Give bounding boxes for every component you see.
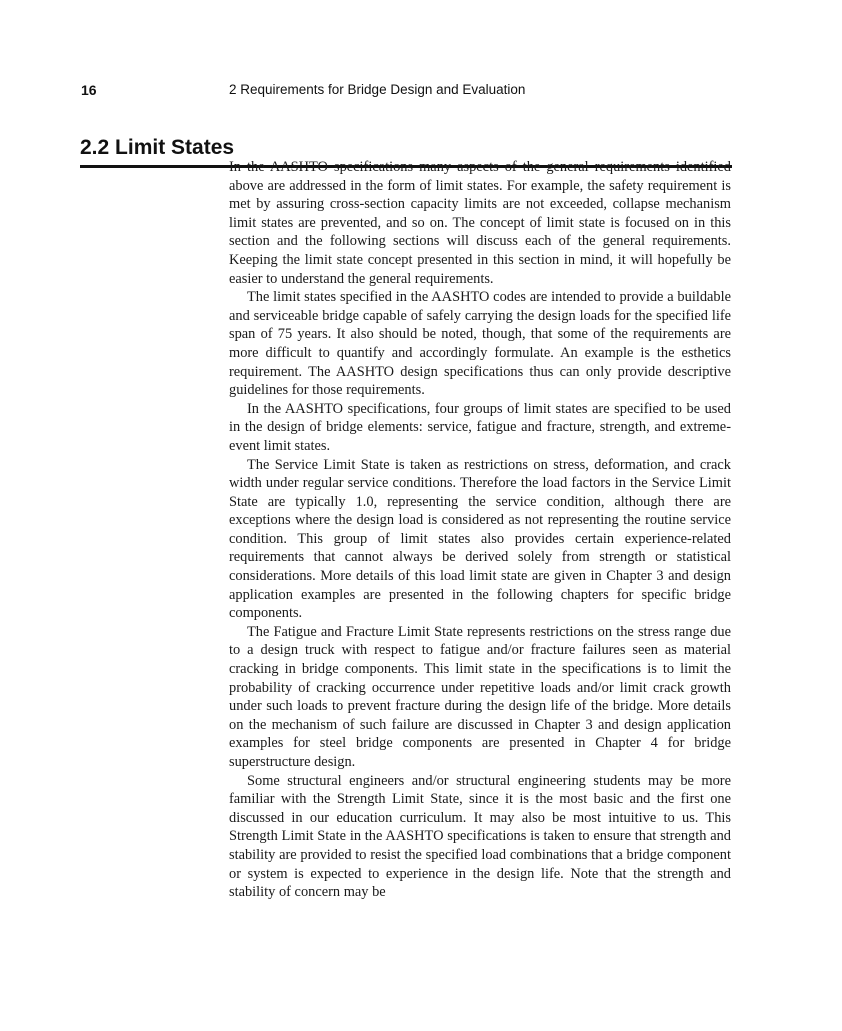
page-number: 16 (81, 82, 97, 98)
paragraph: In the AASHTO specifications, four groups of limit states are specified to be used in the design of bridge elements: service, fatigue and fracture, strength, and extreme-event limit states. (229, 400, 731, 454)
paragraph: In the AASHTO specifications many aspects of the general requirements identified above are addressed in the form of limit states. For example, the safety requirement is met by assuring cross-section capacity limits are not exceeded, collapse mechanism limit states are prevented, and so on. The concept of limit state is focused on in this section and the following sections will discuss each of the general requirements. Keeping the limit state concept presented in this section in mind, it will hopefully be easier to understand the general requirements. (229, 159, 731, 287)
paragraph: Some structural engineers and/or structural engineering students may be more familiar with the Strength Limit State, since it is the most basic and the first one discussed in our education curriculum. It may also be most intuitive to us. This Strength Limit State in the AASHTO specifications is taken to ensure that strength and stability are provided to resist the specified load combinations that a bridge component or system is expected to experience in the design life. Note that the strength and stability of concern may be (229, 772, 731, 901)
running-title: 2 Requirements for Bridge Design and Evaluation (229, 82, 526, 97)
running-header (81, 82, 732, 102)
paragraph: The Fatigue and Fracture Limit State represents restrictions on the stress range due to a design truck with respect to fatigue and/or fracture failures seen as material cracking in bridge components. This limit state in the specifications is to limit the probability of cracking occurrence under repetitive loads and/or limit crack growth under such loads to prevent fracture during the design life of the bridge. More details on the mechanism of such failure are discussed in Chapter 3 and design application examples for steel bridge components are presented in Chapter 4 for bridge superstructure design. (229, 623, 731, 770)
body-text (229, 158, 731, 902)
section-heading: 2.2 Limit States (80, 135, 732, 168)
paragraph: The Service Limit State is taken as restrictions on stress, deformation, and crack width under regular service conditions. Therefore the load factors in the Service Limit State are typically 1.0, representing the service condition, although there are exceptions where the design load is considered as not representing the routine service condition. This group of limit states also provides certain experience-related requirements that cannot always be derived solely from strength or statistical considerations. More details of this load limit state are given in Chapter 3 and design application examples are presented in the following chapters for specific bridge components. (229, 456, 731, 622)
paragraph: The limit states specified in the AASHTO codes are intended to provide a buildable and serviceable bridge capable of safely carrying the design loads for the specified life span of 75 years. It also should be noted, though, that some of the requirements are more difficult to quantify and accordingly formulate. An example is the esthetics requirement. The AASHTO design specifications thus can only provide descriptive guidelines for those requirements. (229, 289, 731, 399)
